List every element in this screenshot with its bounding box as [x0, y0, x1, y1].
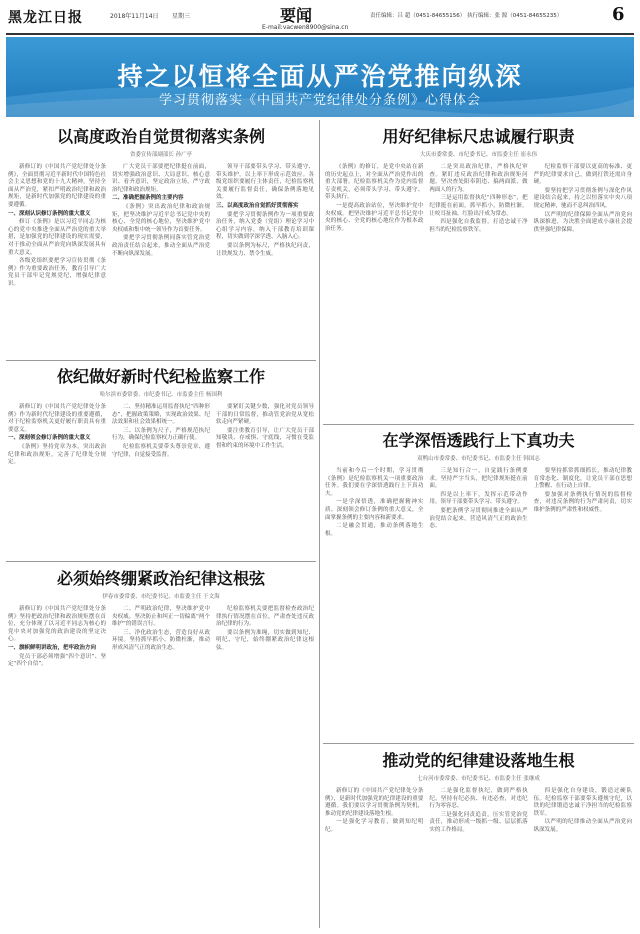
- article-6: [325, 748, 632, 928]
- article-1: [8, 124, 314, 356]
- article-paragraph: 新修订的《中国共产党纪律处分条例》坚持把政治纪律和政治规矩摆在首位，充分体现了以习近平同志为核心的党中央对加强党的政治建设的坚定决心。: [8, 606, 106, 643]
- article-paragraph: 当前和今后一个时期，学习贯彻《条例》是纪检监察机关一项重要政治任务。我们要在学深悟透践行上下真功夫。: [325, 468, 424, 497]
- article-byline: 伊春市委常委、市纪委书记、市监委主任 于文海: [102, 594, 220, 600]
- article-paragraph: 要把学习贯彻条例同落实管党治党政治责任结合起来，推动全面从严治党不断向纵深发展。: [112, 235, 210, 257]
- article-paragraph: 要紧盯关键少数，强化对党员领导干部的日常监督，推动管党治党从宽松软走向严紧硬。: [216, 404, 314, 426]
- article-headline: 依纪做好新时代纪检监察工作: [56, 367, 265, 386]
- article-paragraph: 纪检监察机关要把监督检查政治纪律执行情况摆在首位，严肃查处违反政治纪律的行为。: [216, 606, 314, 628]
- section-name: 要闻: [280, 6, 313, 25]
- article-headline: 推动党的纪律建设落地生根: [382, 751, 575, 770]
- banner-title: 持之以恒将全面从严治党推向纵深: [117, 62, 523, 91]
- article-paragraph: 以严明的纪律保障全面从严治党向纵深推进，为决胜全面建成小康社会提供坚强纪律保障。: [533, 211, 632, 233]
- article-subheading: 一、旗帜鲜明讲政治，把牢政治方向: [8, 644, 97, 651]
- article-paragraph: 以严明的纪律推动全面从严治党向纵深发展。: [533, 819, 632, 833]
- masthead: [0, 0, 640, 34]
- issue-weekday: 星期三: [172, 13, 191, 20]
- article-paragraph: 纪检监察干部要以更高的标准、更严的纪律要求自己，做到打铁还需自身硬。: [533, 164, 632, 186]
- feature-banner: [6, 37, 634, 117]
- article-paragraph: 二、严明政治纪律，坚决维护党中央权威。坚决防止和纠正一切偏离“两个维护”的错误言行。: [112, 606, 210, 628]
- article-paragraph: 《条例》坚持党章为本，突出政治纪律和政治规矩，完善了纪律处分规定。: [8, 443, 106, 466]
- section-divider: [6, 360, 316, 361]
- article-paragraph: 四是强化自身建设，锻造过硬队伍。纪检监察干部要带头遵规守纪，以铁的纪律锻造忠诚干净担当的纪检监察铁军。: [533, 788, 632, 817]
- article-5: [8, 566, 314, 928]
- article-paragraph: 《条例》的修订，是党中央站在新的历史起点上，对全面从严治党作出的重大部署。纪检监察机关作为党内监督专责机关，必须带头学习、带头遵守、带头执行。: [325, 164, 424, 201]
- article-column: [112, 606, 210, 670]
- article-byline: 大庆市委常委、市纪委书记、市监委主任 崔永伟: [419, 152, 538, 158]
- column-divider: [319, 120, 320, 928]
- section-divider: [323, 743, 634, 744]
- article-subheading: 一、深刻领会修订条例的重大意义: [8, 435, 91, 442]
- article-column: [325, 788, 423, 836]
- article-paragraph: 要把学习贯彻条例作为一项重要政治任务，纳入党委（党组）理论学习中心组学习内容，纳入干部教育培训课程，切实做到学深学透、入脑入心。: [216, 211, 314, 241]
- section-divider: [6, 561, 316, 562]
- article-4: [325, 428, 632, 739]
- article-paragraph: 新修订的《中国共产党纪律处分条例》作为新时代纪律建设的重要遵循，对于纪检监察机关更好履行职责具有重要意义。: [8, 404, 106, 433]
- article-paragraph: 要坚持把学习贯彻条例与深化作风建设结合起来，持之以恒落实中央八项规定精神，驰而不息纠治四风。: [533, 187, 632, 209]
- article-column: [8, 606, 106, 670]
- article-paragraph: 一是提高政治站位，坚决维护党中央权威。把坚决维护习近平总书记党中央的核心、全党的核心地位作为根本政治任务。: [325, 202, 424, 232]
- article-byline: 哈尔滨市委常委、市纪委书记、市监委主任 杨国利: [99, 392, 223, 398]
- article-paragraph: 三、以条例为尺子，严格规范执纪行为，确保纪检监察权力正确行使。: [112, 427, 210, 442]
- article-3: [8, 364, 314, 557]
- article-headline: 必须始终绷紧政治纪律这根弦: [56, 569, 265, 588]
- article-paragraph: 二是突出政治纪律，严格执纪审查。紧盯违反政治纪律和政治规矩问题，坚决查处阳奉阴违、搞两面派、做两面人的行为。: [429, 164, 528, 193]
- section-divider: [323, 424, 634, 425]
- article-column: [429, 788, 527, 836]
- article-paragraph: 二是融会贯通，推动条例落地生根。: [325, 523, 424, 537]
- article-body: [325, 164, 632, 235]
- article-paragraph: 广大党员干部要把纪律挺在前面，切实增强政治意识、大局意识、核心意识、看齐意识，坚定政治立场，严守政治纪律和政治规矩。: [112, 164, 210, 193]
- article-column: [216, 606, 314, 670]
- article-headline: 以高度政治自觉贯彻落实条例: [56, 127, 265, 146]
- article-paragraph: 要坚持抓常抓细抓长，推动纪律教育常态化、制度化，让党员干部在思想上警醒、在行动上自律。: [533, 468, 632, 490]
- article-paragraph: 三是运用监督执纪“四种形态”，把纪律挺在前面，抓早抓小，防微杜渐，让咬耳扯袖、红脸出汗成为常态。: [429, 195, 528, 217]
- article-column: [112, 164, 210, 290]
- article-subheading: 二、准确把握条例的主要内容: [112, 195, 184, 202]
- article-column: [534, 788, 632, 836]
- article-body: [8, 404, 314, 468]
- article-headline: 用好纪律标尺忠诚履行职责: [382, 127, 575, 146]
- article-paragraph: 要把条例学习贯彻同推进全面从严治党结合起来，营造风清气正的政治生态。: [429, 507, 528, 530]
- article-paragraph: 一是强化学习教育，做到知纪明纪。: [325, 819, 424, 833]
- article-paragraph: 党员干部必须增强“四个意识”、坚定“四个自信”。: [8, 653, 106, 668]
- article-paragraph: 要以条例为准绳，切实做到知纪、明纪、守纪，始终绷紧政治纪律这根弦。: [216, 629, 314, 651]
- article-subheading: 一、深刻认识修订条例的重大意义: [8, 210, 91, 217]
- article-paragraph: 一是学深悟透，准确把握精神实质。深刻领会修订条例的重大意义，全面掌握条例的主要内容和新要求。: [325, 499, 424, 521]
- article-paragraph: 各级党组织要把学习宣传贯彻《条例》作为重要政治任务，教育引导广大党员干部牢记党规党纪，增强纪律意识。: [8, 258, 106, 287]
- article-paragraph: 要注重教育引导，让广大党员干部知敬畏、存戒惧、守底线，习惯在受监督和约束的环境中工作生活。: [216, 427, 314, 449]
- article-column: [325, 468, 423, 539]
- article-paragraph: 四是强化自我监督，打造忠诚干净担当的纪检监察铁军。: [429, 219, 528, 233]
- article-paragraph: 要加强对条例执行情况的监督检查，对违反条例的行为严肃问责，切实维护条例的严肃性和权威性。: [533, 491, 632, 513]
- article-column: [325, 164, 423, 235]
- page-number: 6: [612, 4, 625, 25]
- article-paragraph: 三是知行合一，自觉践行条例要求。坚持严字当头，把纪律规矩挺在前面。: [429, 468, 528, 490]
- article-2: [325, 124, 632, 420]
- article-paragraph: 三是强化问责追责，压实管党治党责任，推动形成一级抓一级、层层抓落实的工作格局。: [429, 811, 528, 833]
- article-subheading: 三、以高度政治自觉抓好贯彻落实: [216, 202, 299, 209]
- article-column: [112, 404, 210, 468]
- article-column: [534, 468, 632, 539]
- editors-line: 责任编辑：吕 超（0451-84655156） 执行编辑：张 源（0451-84655235）: [370, 13, 563, 19]
- article-headline: 在学深悟透践行上下真功夫: [382, 431, 575, 450]
- article-column: [429, 468, 527, 539]
- article-paragraph: 新修订的《中国共产党纪律处分条例》，全面贯彻习近平新时代中国特色社会主义思想和党的十九大精神，坚持全面从严治党，紧扣严明政治纪律和政治规矩，是新时代加强党的纪律建设的重要遵循。: [8, 164, 106, 208]
- section-email: E-mail:vacwen8900@sina.cn: [262, 24, 349, 31]
- article-byline: 省委宣传部副部长 孙广亭: [129, 152, 193, 158]
- article-paragraph: 新修订的《中国共产党纪律处分条例》，是新时代加强党的纪律建设的重要遵循。我们要以学习贯彻条例为契机，推动党的纪律建设落地生根。: [325, 788, 424, 817]
- article-body: [8, 606, 314, 670]
- article-column: [8, 404, 106, 468]
- article-paragraph: 二、坚持精准运用监督执纪“四种形态”，把握政策策略，实现政治效果、纪法效果和社会效果相统一。: [112, 404, 210, 426]
- article-column: [216, 404, 314, 468]
- article-paragraph: 修订《条例》是以习近平同志为核心的党中央推进全面从严治党的重大举措，是加强党的纪律建设的现实需要，对于推动全面从严治党向纵深发展具有重大意义。: [8, 219, 106, 256]
- banner-subtitle: 学习贯彻落实《中国共产党纪律处分条例》心得体会: [158, 93, 481, 108]
- article-body: [325, 788, 632, 836]
- article-paragraph: 二是强化监督执纪，做到严格执纪。坚持有纪必执、有违必查，对违纪行为零容忍。: [429, 788, 528, 810]
- issue-date: 2018年11月14日: [110, 13, 159, 20]
- article-body: [8, 164, 314, 290]
- article-column: [534, 164, 632, 235]
- article-column: [429, 164, 527, 235]
- masthead-rule: [6, 33, 634, 35]
- article-byline: 双鸭山市委常委、市纪委书记、市监委主任 韩国志: [417, 456, 540, 462]
- article-column: [216, 164, 314, 290]
- article-body: [325, 468, 632, 539]
- article-paragraph: 三、净化政治生态，营造良好从政环境。坚持抓早抓小、防微杜渐，推动形成风清气正的政治生态。: [112, 629, 210, 651]
- newspaper-name: 黑龙江日报: [8, 10, 83, 26]
- article-paragraph: 纪检监察机关要带头尊崇党章、遵守纪律，自觉接受监督。: [112, 443, 210, 458]
- article-paragraph: 要以条例为标尺，严格执纪问责，让铁规发力、禁令生威。: [216, 242, 314, 257]
- article-column: [8, 164, 106, 290]
- article-paragraph: 四是以上率下，发挥示范带动作用。领导干部要带头学习、带头遵守。: [429, 491, 528, 506]
- article-paragraph: 《条例》突出政治纪律和政治规矩，把坚决维护习近平总书记党中央的核心、全党的核心地位，坚决维护党中央权威和集中统一领导作为首要任务。: [112, 203, 210, 233]
- article-paragraph: 领导干部要带头学习、带头遵守、带头维护，以上率下形成示范效应。各级党组织要履行主体责任，纪检监察机关要履行监督责任，确保条例落地见效。: [216, 164, 314, 201]
- article-byline: 七台河市委常委、市纪委书记、市监委主任 张继成: [417, 776, 540, 782]
